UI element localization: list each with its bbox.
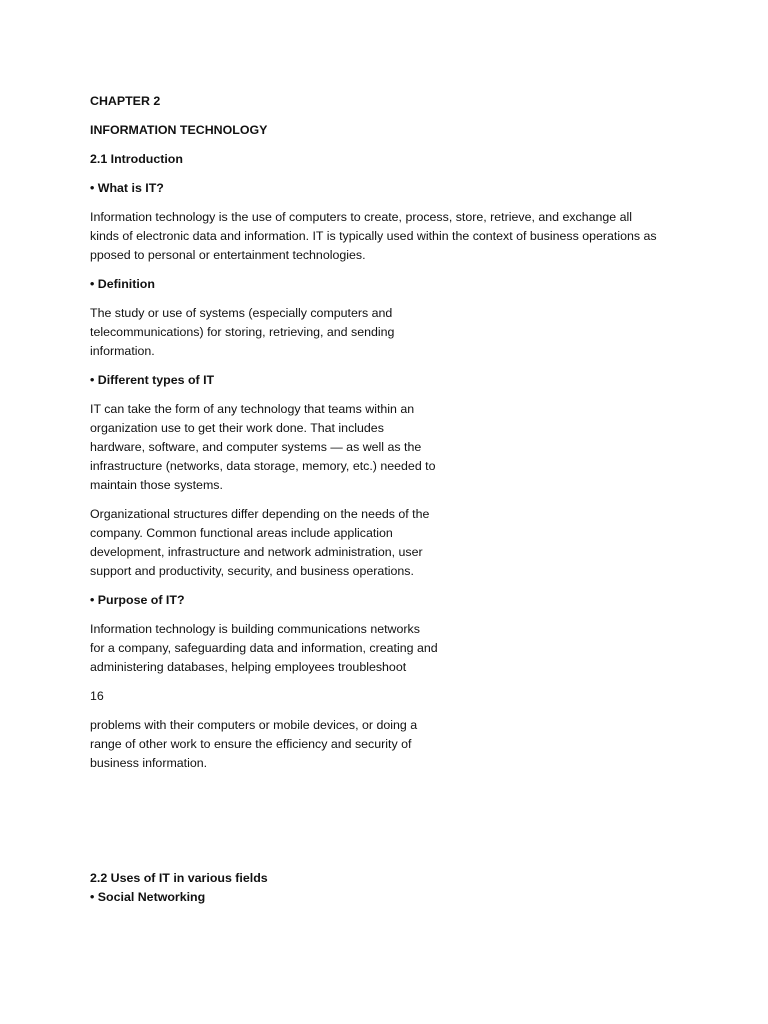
paragraph-types-2: Organizational structures differ depending on the needs of the company. Common functional areas include application development, infrastructure and network administration, user support and productivity, security, and business operations. (90, 507, 430, 578)
paragraph-definition: The study or use of systems (especially computers and telecommunications) for storing, retrieving, and sending information. (90, 306, 395, 358)
bullet-heading-definition: • Definition (90, 277, 155, 291)
paragraph-what-is-it: Information technology is the use of computers to create, process, store, retrieve, and exchange all kinds of electronic data and information. IT is typically used within the context of business operations as pposed to personal or entertainment technologies. (90, 210, 657, 262)
paragraph-purpose-1: Information technology is building communications networks for a company, safeguarding data and information, creating and administering databases, helping employees troubleshoot (90, 622, 438, 674)
bullet-heading-types: • Different types of IT (90, 373, 215, 387)
bullet-heading-social-networking: • Social Networking (90, 890, 206, 904)
bullet-heading-purpose: • Purpose of IT? (90, 593, 185, 607)
paragraph-types-1: IT can take the form of any technology that teams within an organization use to get their work done. That includes hardware, software, and computer systems — as well as the infrastructure (networks, data storage, memory, etc.) needed to maintain those systems. (90, 402, 436, 492)
section-heading-uses: 2.2 Uses of IT in various fields (90, 871, 268, 885)
section-heading-introduction: 2.1 Introduction (90, 152, 183, 166)
page-number: 16 (90, 689, 104, 703)
chapter-label: CHAPTER 2 (90, 94, 161, 108)
chapter-title: INFORMATION TECHNOLOGY (90, 123, 268, 137)
paragraph-purpose-2: problems with their computers or mobile devices, or doing a range of other work to ensure the efficiency and security of business information. (90, 718, 418, 770)
document-page (90, 92, 690, 907)
bullet-heading-what-is-it: • What is IT? (90, 181, 164, 195)
